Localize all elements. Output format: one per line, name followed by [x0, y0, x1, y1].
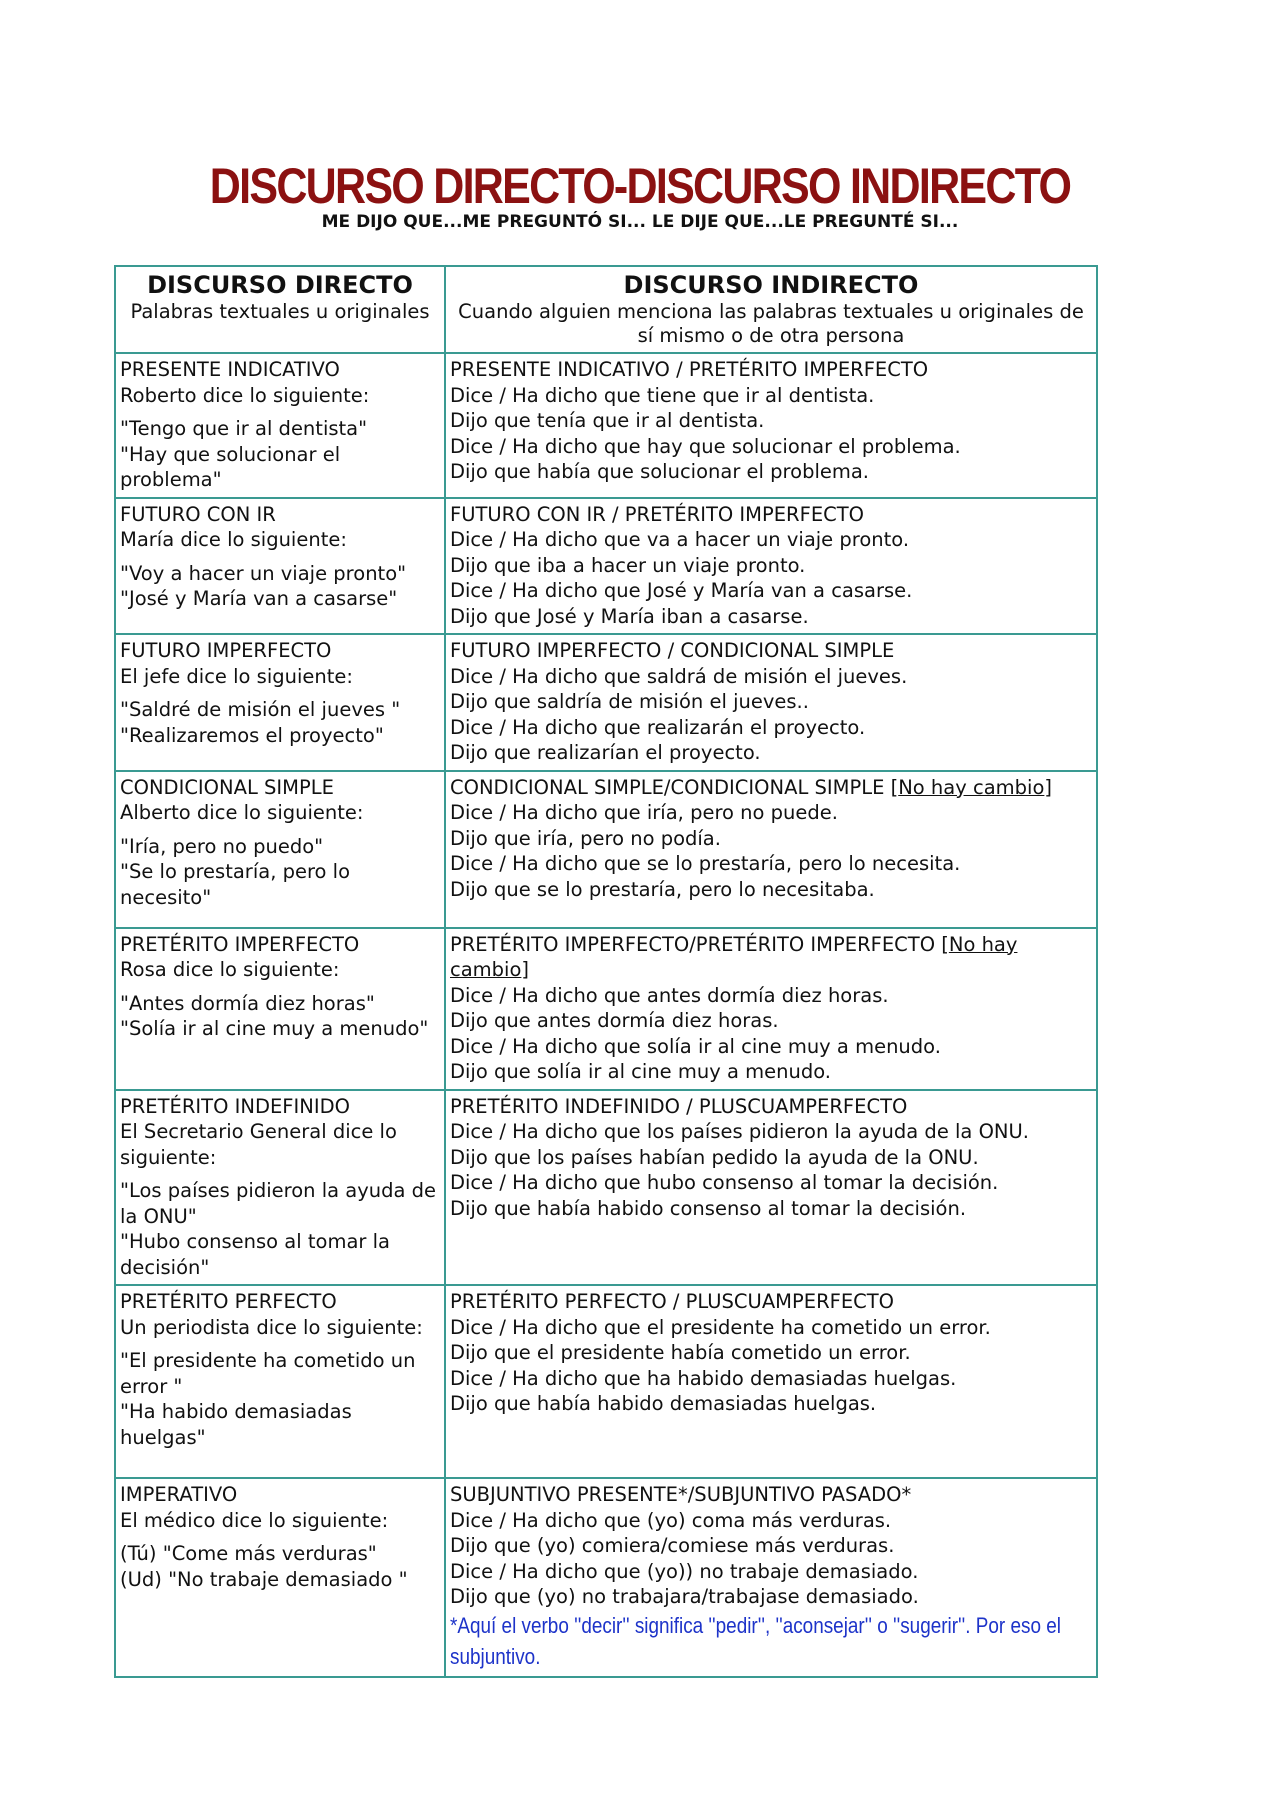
indirect-line: Dijo que tenía que ir al dentista. — [450, 409, 765, 432]
no-change-note: No hay cambio — [450, 932, 1018, 981]
direct-cell — [115, 1090, 445, 1286]
indirect-tense: SUBJUNTIVO PRESENTE*/SUBJUNTIVO PASADO* — [450, 1483, 912, 1506]
table-row — [115, 634, 1097, 771]
indirect-line: Dijo que había habido demasiadas huelgas. — [450, 1392, 877, 1415]
indirect-line: Dijo que antes dormía diez horas. — [450, 1009, 779, 1032]
table-header-row — [115, 266, 1097, 353]
indirect-line: Dice / Ha dicho que los países pidieron la ayuda de la ONU. — [450, 1120, 1029, 1143]
indirect-line: Dice / Ha dicho que hubo consenso al tomar la decisión. — [450, 1171, 999, 1194]
header-direct-title: DISCURSO DIRECTO — [147, 271, 413, 299]
indirect-cell — [445, 353, 1097, 498]
indirect-line: Dijo que realizarían el proyecto. — [450, 741, 761, 764]
indirect-line: Dice / Ha dicho que ha habido demasiadas huelgas. — [450, 1366, 957, 1390]
quote: "Solía ir al cine muy a menudo" — [120, 1017, 429, 1040]
speaker-line: María dice lo siguiente: — [120, 528, 347, 551]
indirect-line: Dice / Ha dicho que hay que solucionar el problema. — [450, 434, 961, 458]
indirect-cell — [445, 928, 1097, 1090]
direct-tense: PRESENTE INDICATIVO — [120, 358, 340, 381]
speaker-line: El médico dice lo siguiente: — [120, 1508, 389, 1532]
page-subtitle: ME DIJO QUE...ME PREGUNTÓ SI... LE DIJE QUE...LE PREGUNTÉ SI... — [321, 212, 959, 232]
indirect-line: Dice / Ha dicho que José y María van a casarse. — [450, 579, 913, 602]
indirect-line: Dijo que el presidente había cometido un error. — [450, 1341, 911, 1364]
speaker-line: Rosa dice lo siguiente: — [120, 958, 340, 981]
quote: "Realizaremos el proyecto" — [120, 723, 384, 747]
direct-cell — [115, 1285, 445, 1478]
indirect-line: Dice / Ha dicho que antes dormía diez horas. — [450, 983, 889, 1007]
indirect-tense: FUTURO CON IR / PRETÉRITO IMPERFECTO — [450, 502, 865, 526]
quote: "Ha habido demasiadas huelgas" — [120, 1400, 352, 1449]
quote: "Hubo consenso al tomar la decisión" — [120, 1230, 390, 1279]
indirect-cell — [445, 498, 1097, 635]
indirect-line: Dijo que (yo) comiera/comiese más verduras. — [450, 1534, 895, 1557]
direct-cell — [115, 928, 445, 1090]
quote: "Los países pidieron la ayuda de la ONU" — [120, 1179, 437, 1228]
indirect-line: Dijo que había que solucionar el problema. — [450, 460, 870, 483]
direct-tense: IMPERATIVO — [120, 1483, 238, 1506]
indirect-line: Dijo que había habido consenso al tomar la decisión. — [450, 1196, 967, 1220]
indirect-line: Dice / Ha dicho que tiene que ir al dentista. — [450, 383, 875, 407]
indirect-line: Dice / Ha dicho que el presidente ha cometido un error. — [450, 1315, 991, 1339]
direct-tense: PRETÉRITO IMPERFECTO — [120, 932, 360, 956]
indirect-line: Dijo que se lo prestaría, pero lo necesitaba. — [450, 877, 875, 901]
table-row — [115, 498, 1097, 635]
direct-tense: CONDICIONAL SIMPLE — [120, 775, 334, 799]
page-title: DISCURSO DIRECTO-DISCURSO INDIRECTO — [209, 158, 1071, 214]
direct-cell — [115, 498, 445, 635]
indirect-line: Dijo que saldría de misión el jueves.. — [450, 690, 809, 713]
table-row — [115, 1478, 1097, 1677]
table-row — [115, 1090, 1097, 1286]
table-row — [115, 928, 1097, 1090]
quote: "Iría, pero no puedo" — [120, 834, 324, 858]
indirect-line: Dijo que los países habían pedido la ayuda de la ONU. — [450, 1145, 979, 1169]
speaker-line: El jefe dice lo siguiente: — [120, 664, 353, 688]
indirect-tense: PRETÉRITO IMPERFECTO/PRETÉRITO IMPERFECTO [No hay cambio] — [450, 932, 1018, 981]
subjunctive-note: *Aquí el verbo ''decir'' significa ''pedir'', ''aconsejar'' o ''sugerir''. Por eso el subjuntivo. — [450, 1612, 1061, 1669]
indirect-cell — [445, 1090, 1097, 1286]
indirect-line: Dice / Ha dicho que se lo prestaría, pero lo necesita. — [450, 852, 961, 875]
header-direct-cell — [115, 266, 445, 353]
indirect-line: Dice / Ha dicho que iría, pero no puede. — [450, 801, 838, 824]
quote: "Antes dormía diez horas" — [120, 991, 375, 1015]
header-indirect-desc: Cuando alguien menciona las palabras textuales u originales de sí mismo o de otra persona — [458, 300, 1084, 347]
direct-tense: PRETÉRITO INDEFINIDO — [120, 1094, 350, 1118]
direct-cell — [115, 1478, 445, 1677]
indirect-line: Dijo que José y María iban a casarse. — [450, 604, 809, 628]
direct-tense: FUTURO IMPERFECTO — [120, 639, 332, 662]
header-indirect-title: DISCURSO INDIRECTO — [623, 271, 919, 299]
direct-cell — [115, 353, 445, 498]
speaker-line: El Secretario General dice lo siguiente: — [120, 1120, 397, 1169]
indirect-cell — [445, 634, 1097, 771]
table-row — [115, 353, 1097, 498]
header-direct-desc: Palabras textuales u originales — [130, 300, 430, 323]
indirect-tense: CONDICIONAL SIMPLE/CONDICIONAL SIMPLE [No hay cambio] — [450, 775, 1052, 799]
speech-table — [114, 265, 1098, 1678]
quote: "Tengo que ir al dentista" — [120, 417, 368, 440]
direct-tense: FUTURO CON IR — [120, 502, 276, 526]
direct-tense: PRETÉRITO PERFECTO — [120, 1290, 337, 1313]
quote: "Se lo prestaría, pero lo necesito" — [120, 860, 351, 909]
header-indirect-cell — [445, 266, 1097, 353]
direct-cell — [115, 634, 445, 771]
quote: "José y María van a casarse" — [120, 587, 398, 610]
indirect-tense: PRETÉRITO INDEFINIDO / PLUSCUAMPERFECTO — [450, 1094, 908, 1118]
direct-cell — [115, 771, 445, 928]
no-change-note: No hay cambio — [898, 775, 1045, 799]
indirect-line: Dice / Ha dicho que (yo)) no trabaje demasiado. — [450, 1559, 919, 1583]
speaker-line: Roberto dice lo siguiente: — [120, 383, 370, 407]
quote: "Voy a hacer un viaje pronto" — [120, 561, 407, 585]
indirect-line: Dice / Ha dicho que (yo) coma más verduras. — [450, 1508, 892, 1532]
quote: "Saldré de misión el jueves " — [120, 698, 401, 721]
indirect-line: Dice / Ha dicho que saldrá de misión el jueves. — [450, 664, 908, 688]
table-row — [115, 771, 1097, 928]
indirect-line: Dijo que iba a hacer un viaje pronto. — [450, 553, 806, 577]
speaker-line: Un periodista dice lo siguiente: — [120, 1315, 423, 1339]
quote: (Ud) "No trabaje demasiado " — [120, 1567, 408, 1591]
indirect-tense: PRESENTE INDICATIVO / PRETÉRITO IMPERFECTO — [450, 358, 929, 381]
quote: "Hay que solucionar el problema" — [120, 442, 341, 491]
indirect-tense: PRETÉRITO PERFECTO / PLUSCUAMPERFECTO — [450, 1290, 895, 1313]
indirect-cell — [445, 1478, 1097, 1677]
indirect-line: Dijo que iría, pero no podía. — [450, 826, 721, 850]
indirect-line: Dijo que (yo) no trabajara/trabajase demasiado. — [450, 1585, 919, 1608]
indirect-tense: FUTURO IMPERFECTO / CONDICIONAL SIMPLE — [450, 639, 895, 662]
quote: (Tú) "Come más verduras" — [120, 1542, 377, 1565]
indirect-cell — [445, 1285, 1097, 1478]
table-row — [115, 1285, 1097, 1478]
indirect-line: Dijo que solía ir al cine muy a menudo. — [450, 1060, 831, 1083]
speaker-line: Alberto dice lo siguiente: — [120, 801, 364, 824]
indirect-line: Dice / Ha dicho que va a hacer un viaje pronto. — [450, 528, 910, 551]
indirect-line: Dice / Ha dicho que solía ir al cine muy a menudo. — [450, 1034, 941, 1058]
indirect-cell — [445, 771, 1097, 928]
indirect-line: Dice / Ha dicho que realizarán el proyecto. — [450, 715, 866, 739]
quote: "El presidente ha cometido un error " — [120, 1349, 416, 1398]
